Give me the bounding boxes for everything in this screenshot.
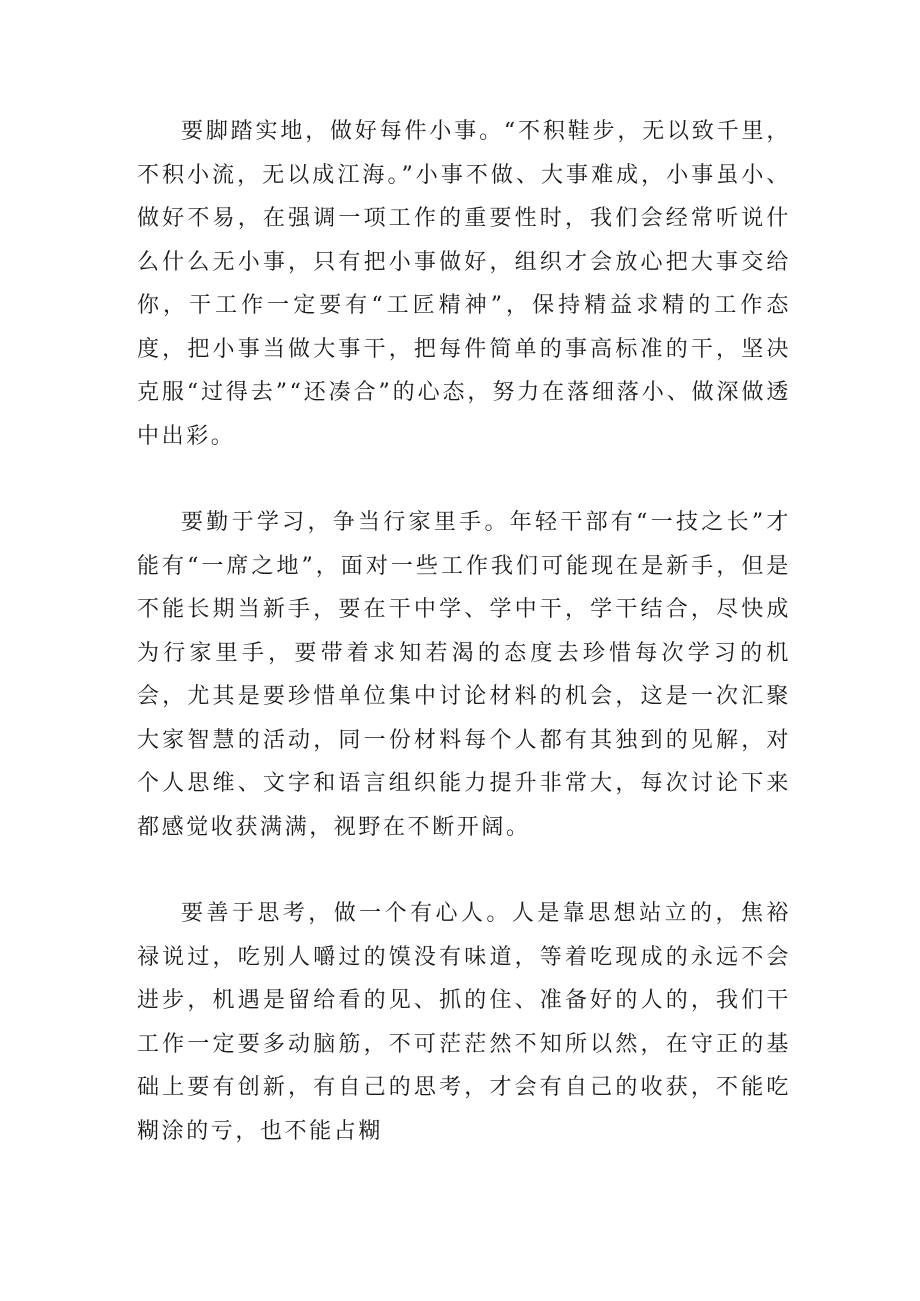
paragraph-2: 要勤于学习，争当行家里手。年轻干部有“一技之长”才能有“一席之地”，面对一些工作我们可能现在是新手，但是不能长期当新手，要在干中学、学中干，学干结合，尽快成为行家里手，要带着求知若渴的态度去珍惜每次学习的机会，尤其是要珍惜单位集中讨论材料的机会，这是一次汇聚大家智慧的活动，同一份材料每个人都有其独到的见解，对个人思维、文字和语言组织能力提升非常大，每次讨论下来都感觉收获满满，视野在不断开阔。 [137, 510, 791, 840]
document-body [137, 110, 791, 1153]
paragraph-1: 要脚踏实地，做好每件小事。“不积鞋步，无以致千里，不积小流，无以成江海。”小事不做、大事难成，小事虽小、做好不易，在强调一项工作的重要性时，我们会经常听说什么什么无小事，只有把小事做好，组织才会放心把大事交给你，干工作一定要有“工匠精神”，保持精益求精的工作态度，把小事当做大事干，把每件简单的事高标准的干，坚决克服“过得去”“还凑合”的心态，努力在落细落小、做深做透中出彩。 [137, 119, 791, 449]
paragraph-3: 要善于思考，做一个有心人。人是靠思想站立的，焦裕禄说过，吃别人嚼过的馍没有味道，等着吃现成的永远不会进步，机遇是留给看的见、抓的住、准备好的人的，我们干工作一定要多动脑筋，不可茫茫然不知所以然，在守正的基础上要有创新，有自己的思考，才会有自己的收获，不能吃糊涂的亏，也不能占糊 [137, 901, 791, 1144]
